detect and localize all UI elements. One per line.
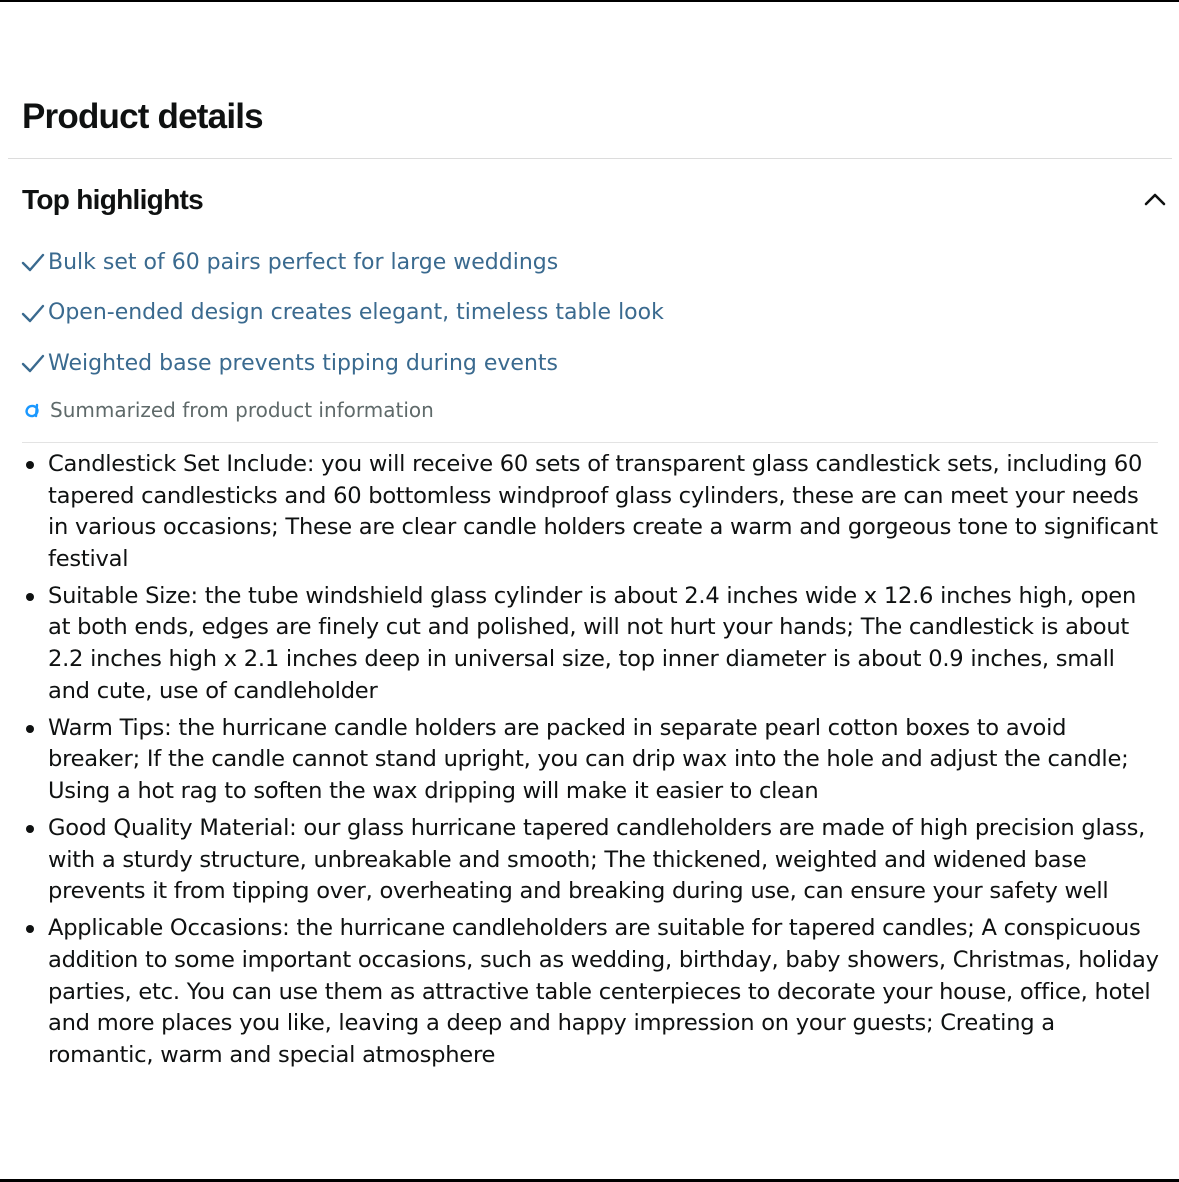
summary-text: Summarized from product information bbox=[50, 398, 434, 422]
checkmark-icon bbox=[20, 300, 46, 326]
feature-bullet bbox=[22, 913, 1162, 1071]
top-border bbox=[0, 0, 1179, 2]
section-divider bbox=[8, 158, 1172, 159]
feature-bullet bbox=[22, 813, 1162, 908]
feature-bullet-text: Candlestick Set Include: you will receive 60 sets of transparent glass candlestick sets, including 60 tapered candlesticks and 60 bottomless windproof glass cylinders, these are can meet your needs in various occasions; These are clear candle holders create a warm and gorgeous tone to significant festival bbox=[48, 451, 1158, 572]
feature-bullet bbox=[22, 713, 1162, 808]
highlight-text: Open-ended design creates elegant, timeless table look bbox=[48, 300, 664, 325]
highlight-item bbox=[20, 244, 664, 280]
chevron-up-icon bbox=[1144, 192, 1166, 206]
bullet-dot-icon bbox=[26, 825, 34, 833]
bullet-dot-icon bbox=[26, 461, 34, 469]
checkmark-icon bbox=[20, 249, 46, 275]
feature-bullet bbox=[22, 449, 1162, 575]
feature-bullet-list bbox=[22, 449, 1162, 1077]
checkmark-icon bbox=[20, 350, 46, 376]
feature-bullet bbox=[22, 581, 1162, 707]
highlight-item bbox=[20, 295, 664, 331]
top-highlights-title: Top highlights bbox=[22, 184, 203, 215]
content-divider bbox=[22, 442, 1158, 443]
highlight-text: Weighted base prevents tipping during events bbox=[48, 350, 558, 376]
feature-bullet-text: Good Quality Material: our glass hurricane tapered candleholders are made of high precision glass, with a sturdy structure, unbreakable and smooth; The thickened, weighted and widened base prevents it from tipping over, overheating and breaking during use, can ensure your safety well bbox=[48, 815, 1146, 905]
top-highlights-header[interactable] bbox=[22, 180, 1172, 222]
ai-summary-icon bbox=[22, 400, 42, 420]
page-title: Product details bbox=[22, 97, 263, 136]
highlight-item bbox=[20, 345, 664, 381]
highlight-text: Bulk set of 60 pairs perfect for large weddings bbox=[48, 249, 559, 275]
bullet-dot-icon bbox=[26, 593, 34, 601]
bullet-dot-icon bbox=[26, 725, 34, 733]
summary-note bbox=[22, 394, 434, 426]
feature-bullet-text: Warm Tips: the hurricane candle holders are packed in separate pearl cotton boxes to avoid breaker; If the candle cannot stand upright, you can drip wax into the hole and adjust the candle; Using a hot rag to soften the wax dripping will make it easier to clean bbox=[48, 714, 1129, 804]
collapse-toggle-button[interactable] bbox=[1138, 182, 1172, 216]
highlights-list bbox=[20, 244, 664, 396]
bullet-dot-icon bbox=[26, 925, 34, 933]
feature-bullet-text: Suitable Size: the tube windshield glass cylinder is about 2.4 inches wide x 12.6 inches high, open at both ends, edges are finely cut and polished, will not hurt your hands; The candlestick is about 2.2 inches high x 2.1 inches deep in universal size, top inner diameter is about 0.9 inches, small and cute, use of candleholder bbox=[48, 582, 1137, 704]
feature-bullet-text: Applicable Occasions: the hurricane candleholders are suitable for tapered candles; A conspicuous addition to some important occasions, such as wedding, birthday, baby showers, Christmas, holiday parties, etc. You can use them as attractive table centerpieces to decorate your house, office, hotel and more places you like, leaving a deep and happy impression on your guests; Creating a romantic, warm and special atmosphere bbox=[48, 915, 1159, 1068]
